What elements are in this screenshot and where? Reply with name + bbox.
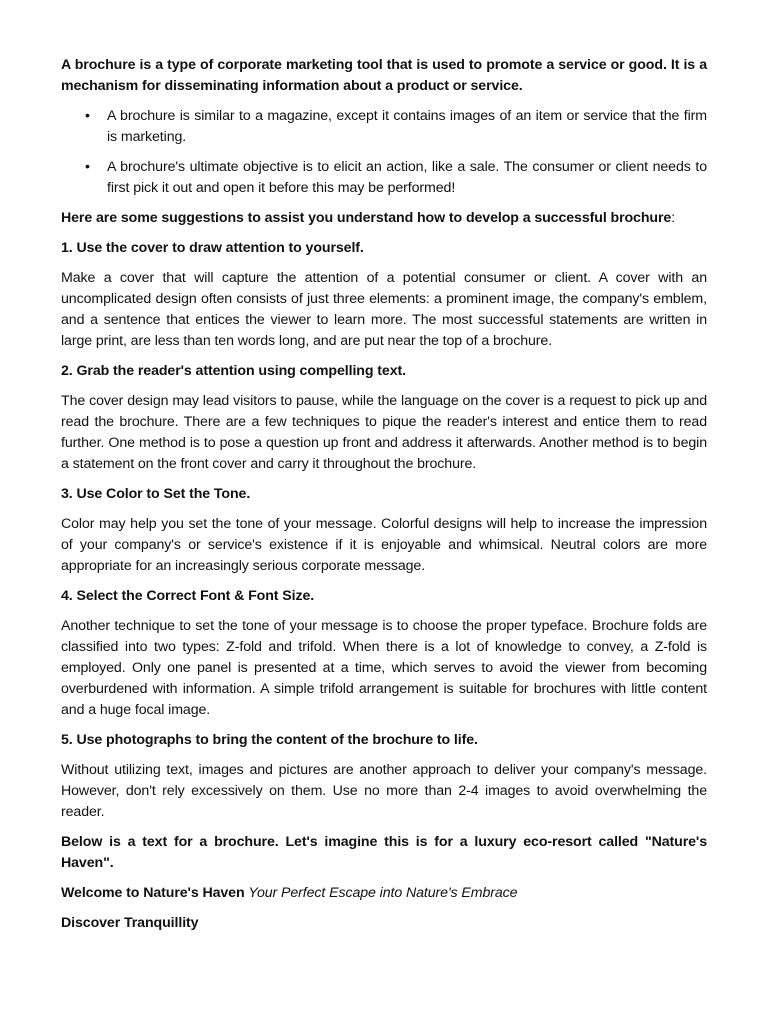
welcome-tagline: Your Perfect Escape into Nature's Embrace: [248, 885, 518, 901]
list-item: [85, 106, 707, 148]
section-body: Without utilizing text, images and pictures are another approach to deliver your company's message. However, don't rely excessively on them. Use no more than 2-4 images to avoid overwhelming the reader.: [61, 762, 707, 820]
welcome-title: Welcome to Nature's Haven: [61, 885, 245, 901]
section-body: The cover design may lead visitors to pause, while the language on the cover is a request to pick up and read the brochure. There are a few techniques to pique the reader's interest and entice them to read further. One method is to pose a question up front and address it afterwards. Another method is to begin a statement on the front cover and carry it throughout the brochure.: [61, 393, 707, 472]
intro-paragraph: A brochure is a type of corporate marketing tool that is used to promote a service or good. It is a mechanism for disseminating information about a product or service.: [61, 57, 707, 94]
welcome-line: [61, 883, 707, 904]
suggestions-intro: [61, 208, 707, 229]
section-heading: 5. Use photographs to bring the content of the brochure to life.: [61, 732, 478, 748]
section-heading: 1. Use the cover to draw attention to yourself.: [61, 240, 364, 256]
bullet-icon: •: [85, 108, 90, 124]
section-heading: 3. Use Color to Set the Tone.: [61, 486, 251, 502]
list-item: [85, 157, 707, 199]
discover-heading: Discover Tranquillity: [61, 915, 199, 931]
document-page: [61, 55, 707, 943]
list-item-text: A brochure's ultimate objective is to elicit an action, like a sale. The consumer or client needs to first pick it out and open it before this may be performed!: [107, 159, 707, 196]
section-heading: 2. Grab the reader's attention using compelling text.: [61, 363, 406, 379]
section-body: Color may help you set the tone of your message. Colorful designs will help to increase the impression of your company's or service's existence if it is enjoyable and whimsical. Neutral colors are more appropriate for an increasingly serious corporate message.: [61, 516, 707, 574]
brochure-intro: Below is a text for a brochure. Let's imagine this is for a luxury eco-resort called "Nature's Haven".: [61, 834, 707, 871]
suggestions-colon: :: [671, 210, 676, 226]
bullet-icon: •: [85, 159, 90, 175]
section-body: Another technique to set the tone of your message is to choose the proper typeface. Brochure folds are classified into two types: Z-fold and trifold. When there is a lot of knowledge to convey, a Z-fold is employed. Only one panel is presented at a time, which serves to avoid the viewer from becoming overburdened with information. A simple trifold arrangement is suitable for brochures with little content and a huge focal image.: [61, 618, 707, 718]
section-body: Make a cover that will capture the attention of a potential consumer or client. A cover with an uncomplicated design often consists of just three elements: a prominent image, the company's emblem, and a sentence that entices the viewer to learn more. The most successful statements are written in large print, are less than ten words long, and are put near the top of a brochure.: [61, 270, 707, 349]
list-item-text: A brochure is similar to a magazine, except it contains images of an item or service that the firm is marketing.: [107, 108, 707, 145]
suggestions-intro-text: Here are some suggestions to assist you understand how to develop a successful brochure: [61, 210, 672, 226]
section-heading: 4. Select the Correct Font & Font Size.: [61, 588, 315, 604]
bullet-list: [61, 106, 707, 199]
